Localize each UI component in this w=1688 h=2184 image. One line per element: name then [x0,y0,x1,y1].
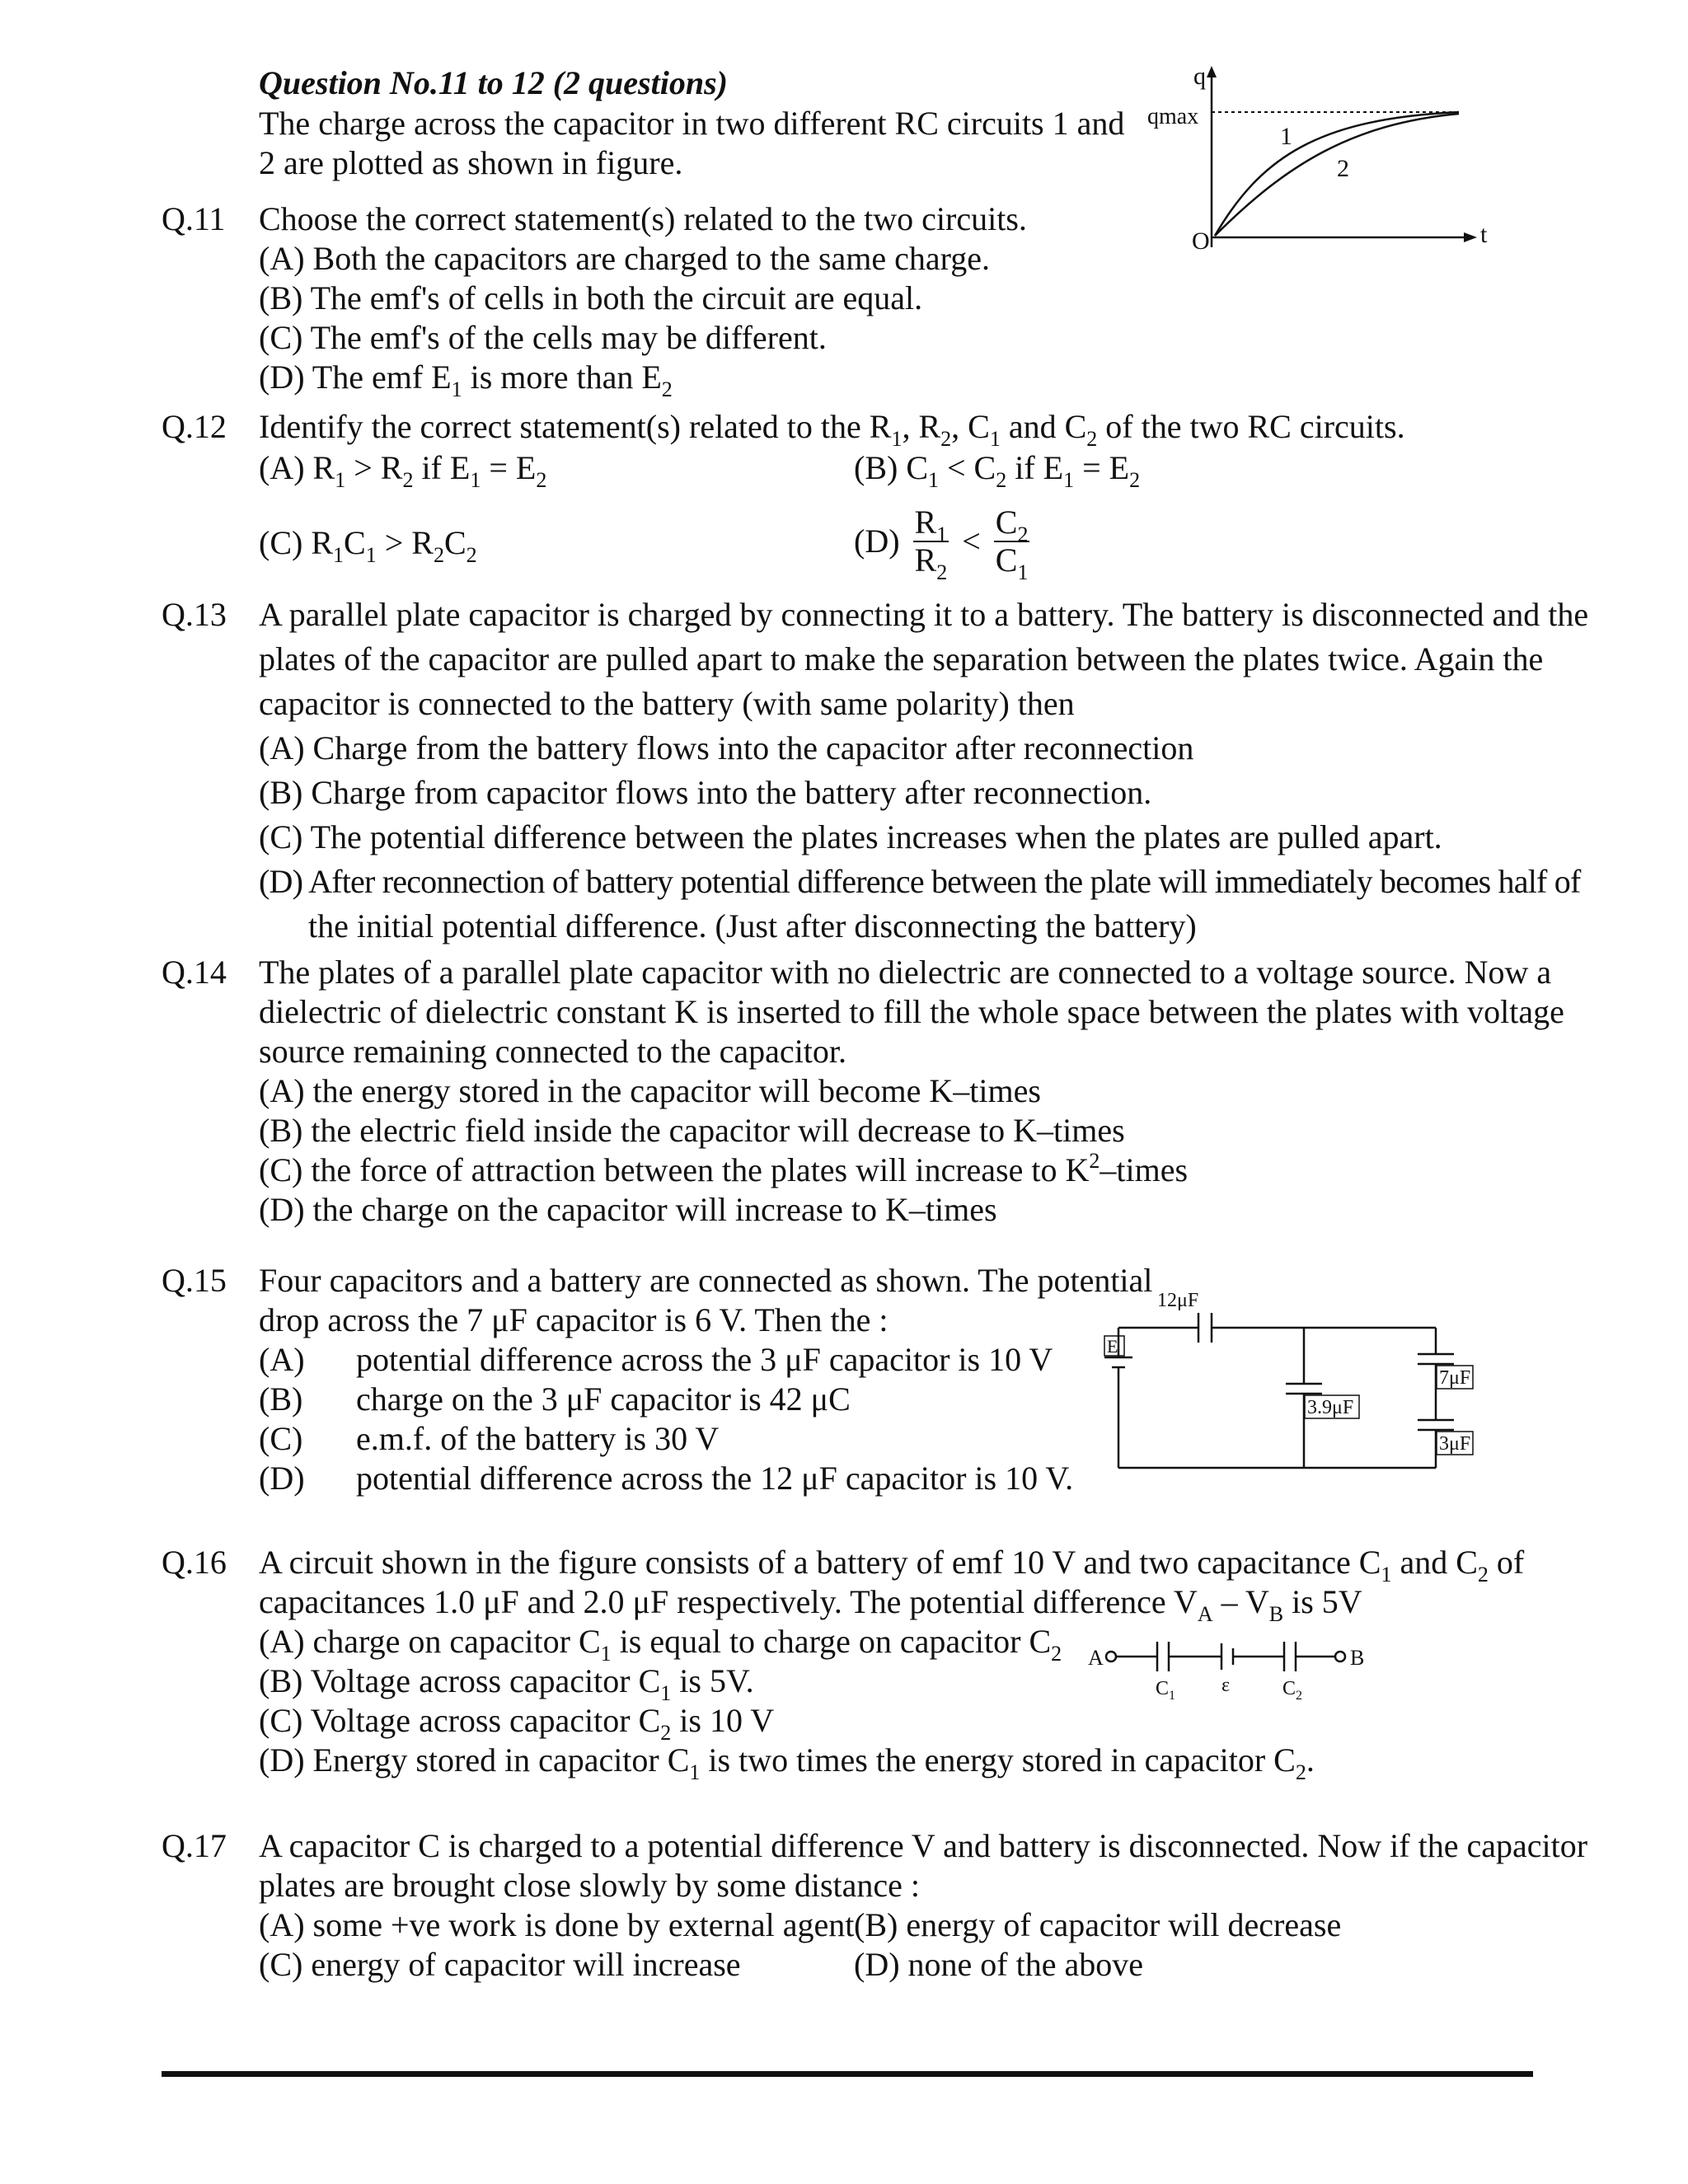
q15-c7-label: 7μF [1439,1367,1471,1389]
q16-terminal-a: A [1088,1646,1104,1670]
q13-line: A parallel plate capacitor is charged by connecting it to a battery. The battery is disconnected and the [259,596,1589,633]
q12-option-b: (B) $C_1 < C_2$ if $E_1 = E_2$ [854,449,1141,492]
q13-option-a: (A) Charge from the battery flows into the capacitor after reconnection [259,729,1194,766]
q16-number: Q.16 [162,1544,227,1581]
q15-battery-label: E [1107,1336,1118,1357]
q17-line: A capacitor C is charged to a potential difference V and battery is disconnected. Now if the capacitor [259,1827,1588,1864]
q12-option-a: (A) $R_1 > R_2$ if $E_1 = E_2$ [259,449,547,492]
q13-number: Q.13 [162,596,227,633]
q14-line: source remaining connected to the capacitor. [259,1033,847,1070]
q15-option-b-label: (B) [259,1380,303,1418]
q17-line: plates are brought close slowly by some distance : [259,1867,921,1904]
q15-c3-label: 3μF [1439,1433,1471,1455]
section-heading: Question No.11 to 12 (2 questions) [259,64,728,101]
q16-terminal-b: B [1350,1646,1365,1670]
q13-line: plates of the capacitor are pulled apart to make the separation between the plates twice. Again the [259,640,1544,677]
q11-option-d: (D) The emf $E_1$ is more than $E_2$ [259,359,673,401]
q16-c2-label: $C_2$ [1282,1678,1303,1703]
q12-fraction-r: $\frac{R_1}{R_2}$ [914,504,948,584]
q13-option-d: (D) After reconnection of battery potential difference between the plate will immediately becomes half of [259,863,1581,900]
q12-option-d: (D) $\frac{R_1}{R_2}$ < $\frac{C_2}{C_1}$ [854,504,1029,584]
q16-line-1: A circuit shown in the figure consists of a battery of emf 10 V and two capacitance $C_1$ and $C_2$ of [259,1544,1525,1586]
q11-option-b: (B) The emf's of cells in both the circuit are equal. [259,279,923,316]
q11-option-c: (C) The emf's of the cells may be different. [259,319,827,356]
q17-option-c: (C) energy of capacitor will increase [259,1946,741,1983]
q16-emf-label: ε [1221,1675,1231,1696]
q11-option-a: (A) Both the capacitors are charged to the same charge. [259,240,991,277]
q17-option-d: (D) none of the above [854,1946,1143,1983]
q14-option-d: (D) the charge on the capacitor will increase to K–times [259,1191,997,1228]
graph-y-label: q [1193,66,1206,90]
q15-option-d: potential difference across the 12 μF capacitor is 10 V. [356,1460,1074,1497]
q15-option-c-label: (C) [259,1420,303,1457]
q15-option-d-label: (D) [259,1460,305,1497]
q15-line: Four capacitors and a battery are connected as shown. The potential [259,1262,1153,1299]
q15-line: drop across the 7 μF capacitor is 6 V. Then the : [259,1301,889,1338]
q12-option-c: (C) $R_1C_1 > R_2C_2$ [259,524,477,567]
graph-origin-label: O [1192,227,1210,255]
q16-line-2: capacitances 1.0 μF and 2.0 μF respectively. The potential difference $V_A - V_B$ is 5V [259,1583,1362,1626]
q16-option-b: (B) Voltage across capacitor $C_1$ is 5V. [259,1662,754,1705]
q15-c39-label: 3.9μF [1307,1397,1354,1418]
q15-option-a: potential difference across the 3 μF capacitor is 10 V [356,1341,1053,1378]
q14-line: dielectric of dielectric constant K is inserted to fill the whole space between the plates with voltage [259,993,1564,1030]
q15-option-a-label: (A) [259,1341,305,1378]
q12-text: Identify the correct statement(s) related to the $R_1$, $R_2$, $C_1$ and $C_2$ of the two RC circuits. [259,408,1405,451]
q11-number: Q.11 [162,200,226,237]
q16-option-a: (A) charge on capacitor $C_1$ is equal to charge on capacitor $C_2$ [259,1623,1062,1666]
q13-option-b: (B) Charge from capacitor flows into the battery after reconnection. [259,774,1152,811]
q14-option-a: (A) the energy stored in the capacitor will become K–times [259,1072,1041,1109]
q12-number: Q.12 [162,408,227,445]
q14-option-b: (B) the electric field inside the capacitor will decrease to K–times [259,1112,1125,1149]
q11-text: Choose the correct statement(s) related to the two circuits. [259,200,1027,237]
q15-c12-label: 12μF [1157,1290,1199,1311]
curve-1-label: 1 [1280,123,1292,150]
intro-line-2: 2 are plotted as shown in figure. [259,144,683,181]
q16-circuit-diagram [1086,1632,1391,1706]
q13-option-d-cont: the initial potential difference. (Just after disconnecting the battery) [308,907,1197,944]
q16-option-c: (C) Voltage across capacitor $C_2$ is 10 V [259,1702,775,1745]
q16-c1-label: $C_1$ [1156,1678,1176,1703]
q14-line: The plates of a parallel plate capacitor with no dielectric are connected to a voltage source. Now a [259,954,1552,991]
footer-rule [162,2071,1533,2077]
q15-circuit-diagram [1088,1282,1484,1479]
charge-time-graph [1146,66,1492,255]
q15-number: Q.15 [162,1262,227,1299]
q13-option-c: (C) The potential difference between the plates increases when the plates are pulled apart. [259,818,1442,855]
intro-line-1: The charge across the capacitor in two different RC circuits 1 and [259,105,1125,142]
q14-number: Q.14 [162,954,227,991]
q13-line: capacitor is connected to the battery (with same polarity) then [259,685,1075,722]
q15-option-c: e.m.f. of the battery is 30 V [356,1420,720,1457]
q15-option-b: charge on the 3 μF capacitor is 42 μC [356,1380,851,1418]
graph-qmax-label: qmax [1147,104,1199,129]
q17-number: Q.17 [162,1827,227,1864]
q16-option-d: (D) Energy stored in capacitor $C_1$ is two times the energy stored in capacitor $C_2$. [259,1741,1315,1784]
curve-2-label: 2 [1337,155,1349,182]
q12-fraction-c: $\frac{C_2}{C_1}$ [995,504,1029,584]
q17-option-a: (A) some +ve work is done by external agent [259,1906,855,1943]
graph-x-label: t [1480,221,1488,248]
q14-option-c: (C) the force of attraction between the plates will increase to $K^2$–times [259,1149,1189,1188]
q17-option-b: (B) energy of capacitor will decrease [854,1906,1342,1943]
